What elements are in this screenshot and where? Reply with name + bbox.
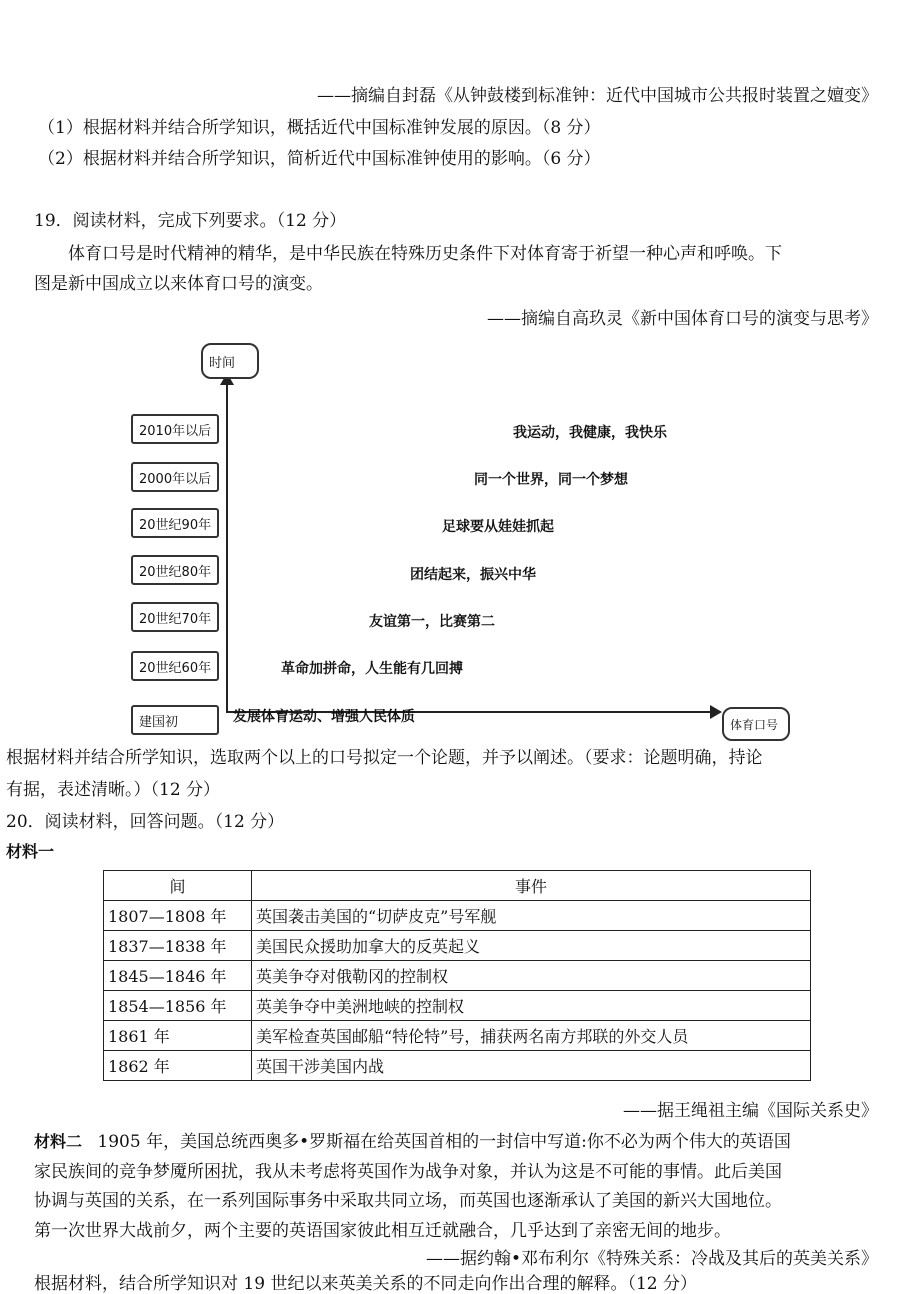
table-row [104, 931, 811, 961]
table-cell-event: 英国干涉美国内战 [252, 1051, 811, 1081]
table-row [104, 901, 811, 931]
slogan: 团结起来，振兴中华 [410, 567, 536, 583]
y-axis [226, 383, 228, 713]
table-cell-year: 1862 年 [104, 1051, 252, 1081]
period-box: 20世纪90年 [131, 508, 219, 538]
question-19-title: 19．阅读材料，完成下列要求。（12 分） [34, 211, 347, 231]
table-row [104, 1021, 811, 1051]
period-box: 2000年以后 [131, 462, 219, 492]
table-cell-year: 1807—1808 年 [104, 901, 252, 931]
paragraph-line: 1905 年，美国总统西奥多•罗斯福在给英国首相的一封信中写道:你不必为两个伟大的英语国 [97, 1132, 791, 1152]
table-cell-event: 美军检查英国邮船“特伦特”号，捕获两名南方邦联的外交人员 [252, 1021, 811, 1051]
source-citation: ——据约翰•邓布利尔《特殊关系：冷战及其后的英美关系》 [425, 1249, 878, 1269]
paragraph-line: 图是新中国成立以来体育口号的演变。 [34, 274, 323, 294]
events-table [103, 870, 811, 1081]
source-citation: ——摘编自封磊《从钟鼓楼到标准钟：近代中国城市公共报时装置之嬗变》 [317, 86, 878, 106]
slogan: 革命加拼命，人生能有几回搏 [281, 661, 463, 677]
paragraph-line: 第一次世界大战前夕，两个主要的英语国家彼此相互迁就融合，几乎达到了亲密无间的地步。 [34, 1221, 731, 1241]
source-citation: ——摘编自高玖灵《新中国体育口号的演变与思考》 [487, 309, 878, 329]
question-18-2: （2）根据材料并结合所学知识，简析近代中国标准钟使用的影响。（6 分） [38, 149, 601, 169]
paragraph-line: 协调与英国的关系，在一系列国际事务中采取共同立场，而英国也逐渐承认了美国的新兴大国地位。 [34, 1191, 782, 1211]
table-cell-event: 英国袭击美国的“切萨皮克”号军舰 [252, 901, 811, 931]
period-box: 建国初 [131, 705, 219, 735]
table-cell-year: 1854—1856 年 [104, 991, 252, 1021]
slogan: 发展体育运动、增强人民体质 [233, 709, 415, 725]
y-axis-label: 时间 [201, 343, 259, 379]
question-text: 根据材料，结合所学知识对 19 世纪以来英美关系的不同走向作出合理的解释。（12 分） [34, 1274, 697, 1294]
column-header: 事件 [252, 871, 811, 901]
table-cell-year: 1861 年 [104, 1021, 252, 1051]
table-cell-event: 美国民众援助加拿大的反英起义 [252, 931, 811, 961]
source-citation: ——据王绳祖主编《国际关系史》 [623, 1101, 878, 1121]
task-line: 有据，表述清晰。）（12 分） [6, 780, 221, 800]
table-row [104, 961, 811, 991]
period-box: 2010年以后 [131, 414, 219, 444]
question-20-title: 20．阅读材料，回答问题。（12 分） [6, 812, 285, 832]
period-box: 20世纪60年 [131, 651, 219, 681]
slogan: 友谊第一，比赛第二 [369, 614, 495, 630]
table-cell-year: 1837—1838 年 [104, 931, 252, 961]
period-box: 20世纪80年 [131, 555, 219, 585]
table-row [104, 991, 811, 1021]
slogan: 足球要从娃娃抓起 [442, 519, 554, 535]
material-2-label: 材料二 [34, 1132, 83, 1151]
table-cell-event: 英美争夺对俄勒冈的控制权 [252, 961, 811, 991]
x-axis-label: 体育口号 [722, 707, 790, 741]
table-row [104, 1051, 811, 1081]
table-cell-event: 英美争夺中美洲地峡的控制权 [252, 991, 811, 1021]
column-header: 间 [104, 871, 252, 901]
table-cell-year: 1845—1846 年 [104, 961, 252, 991]
paragraph-line: 体育口号是时代精神的精华，是中华民族在特殊历史条件下对体育寄于祈望一种心声和呼唤。下 [68, 244, 782, 264]
question-18-1: （1）根据材料并结合所学知识，概括近代中国标准钟发展的原因。（8 分） [38, 118, 601, 138]
slogan: 我运动，我健康，我快乐 [513, 425, 667, 441]
material-2-line [34, 1132, 791, 1152]
period-box: 20世纪70年 [131, 602, 219, 632]
task-line: 根据材料并结合所学知识，选取两个以上的口号拟定一个论题，并予以阐述。（要求：论题明确，持论 [6, 748, 763, 768]
table-header-row [104, 871, 811, 901]
material-1-label: 材料一 [6, 842, 55, 861]
slogan: 同一个世界，同一个梦想 [474, 472, 628, 488]
paragraph-line: 家民族间的竞争梦魇所困扰，我从未考虑将英国作为战争对象，并认为这是不可能的事情。此后美国 [34, 1162, 782, 1182]
